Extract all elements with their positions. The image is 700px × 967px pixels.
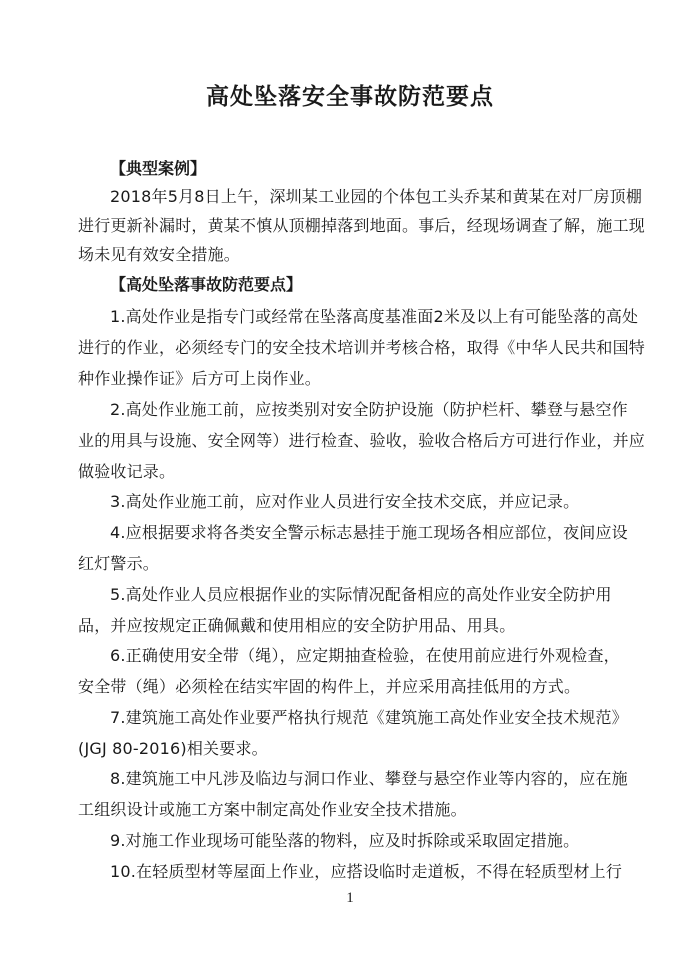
point-1-line: 1.高处作业是指专门或经常在坠落高度基准面2米及以上有可能坠落的高处: [110, 307, 639, 326]
point-1-line: 种作业操作证》后方可上岗作业。: [78, 369, 322, 388]
point-9-line: 9.对施工作业现场可能坠落的物料，应及时拆除或采取固定措施。: [110, 831, 580, 850]
point-10-line: 10.在轻质型材等屋面上作业，应搭设临时走道板，不得在轻质型材上行: [110, 862, 623, 881]
point-4-line: 红灯警示。: [78, 554, 160, 573]
point-2-line: 业的用具与设施、安全网等）进行检查、验收，验收合格后方可进行作业，并应: [78, 431, 646, 450]
point-7-line: (JGJ 80-2016)相关要求。: [78, 739, 268, 758]
point-6-line: 6.正确使用安全带（绳），应定期抽查检验，在使用前应进行外观检查，: [110, 646, 620, 665]
point-2-line: 做验收记录。: [78, 462, 176, 481]
point-5-line: 品，并应按规定正确佩戴和使用相应的安全防护用品、用具。: [78, 616, 516, 635]
point-2-line: 2.高处作业施工前，应按类别对安全防护设施（防护栏杆、攀登与悬空作: [110, 400, 628, 419]
point-3-line: 3.高处作业施工前，应对作业人员进行安全技术交底，并应记录。: [110, 492, 580, 511]
case-text-line: 进行更新补漏时，黄某不慎从顶棚掉落到地面。事后，经现场调查了解，施工现: [78, 216, 646, 235]
point-6-line: 安全带（绳）必须栓在结实牢固的构件上，并应采用高挂低用的方式。: [78, 677, 581, 696]
case-text-line: 场未见有效安全措施。: [78, 245, 241, 264]
point-5-line: 5.高处作业人员应根据作业的实际情况配备相应的高处作业安全防护用: [110, 585, 612, 604]
point-1-line: 进行的作业，必须经专门的安全技术培训并考核合格，取得《中华人民共和国特: [78, 338, 646, 357]
point-7-line: 7.建筑施工高处作业要严格执行规范《建筑施工高处作业安全技术规范》: [110, 708, 628, 727]
point-8-line: 8.建筑施工中凡涉及临边与洞口作业、攀登与悬空作业等内容的，应在施: [110, 769, 628, 788]
point-4-line: 4.应根据要求将各类安全警示标志悬挂于施工现场各相应部位，夜间应设: [110, 523, 628, 542]
section-heading-prevention-points: 【高处坠落事故防范要点】: [110, 275, 303, 294]
case-text-line: 2018年5月8日上午，深圳某工业园的个体包工头乔某和黄某在对厂房顶棚: [110, 187, 643, 206]
document-title: 高处坠落安全事故防范要点: [206, 84, 494, 110]
section-heading-typical-case: 【典型案例】: [110, 159, 207, 178]
page-number: 1: [346, 890, 354, 906]
point-8-line: 工组织设计或施工方案中制定高处作业安全技术措施。: [78, 800, 467, 819]
